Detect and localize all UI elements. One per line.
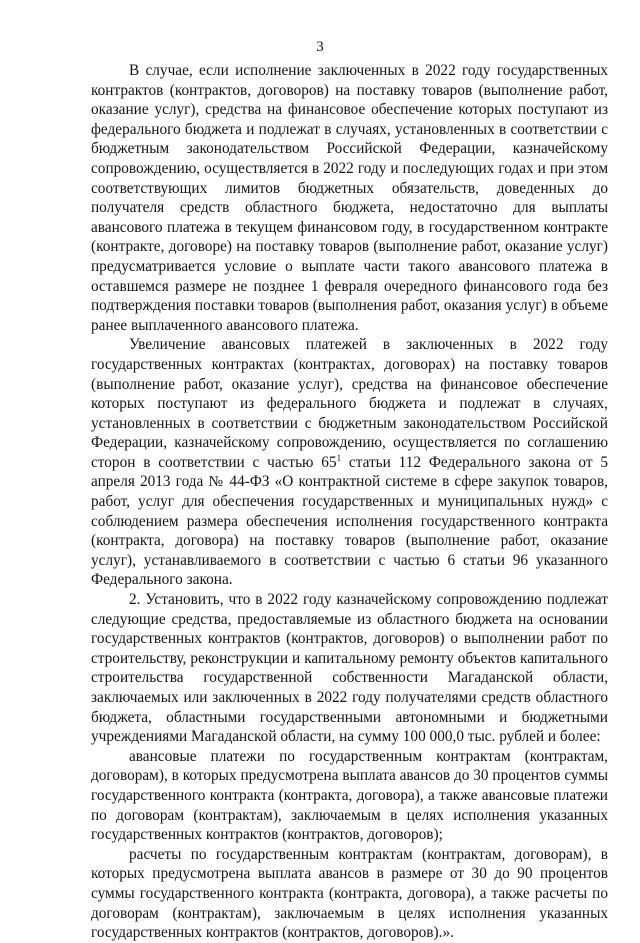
- paragraph-advance-increase-text-2: статьи 112 Федерального закона от 5 апреля 2013 года № 44-ФЗ «О контрактной системе в сфере закупок товаров, работ, услуг для обеспечения государственных и муниципальных нужд» с соблюдением размера обеспечения исполнения государственного контракта (контракта, договора) на поставку товаров (выполнение работ, оказание услуг), устанавливаемого в соответствии с частью 6 статьи 96 указанного Федерального закона.: [91, 453, 608, 589]
- paragraph-advance-increase-text-1: Увеличение авансовых платежей в заключенных в 2022 году государственных контрактах (контрактах, договорах) на поставку товаров (выполнение работ, оказание услуг), средства на финансовое обеспечение которых поступают из федерального бюджета и подлежат в случаях, установленных в соответствии с бюджетным законодательством Российской Федерации, казначейскому сопровождению, осуществляется по соглашению сторон в соответствии с частью 65: [91, 336, 608, 471]
- page-number: 3: [316, 39, 324, 55]
- superscript-marker: 1: [336, 452, 342, 463]
- paragraph-advance-increase: [91, 335, 608, 590]
- paragraph-advance-payments: авансовые платежи по государственным контрактам (контрактам, договорам), в которых предусмотрена выплата авансов до 30 процентов суммы государственного контракта (контракта, договора), а также авансовые платежи по договорам (контрактам), заключаемым в целях исполнения указанных государственных контрактов (контрактов, договоров);: [91, 747, 608, 844]
- paragraph-advance-payment-remainder: В случае, если исполнение заключенных в 2022 году государственных контрактов (контрактов, договоров) на поставку товаров (выполнение работ, оказание услуг), средства на финансовое обеспечение которых поступают из федерального бюджета и подлежат в случаях, установленных в соответствии с бюджетным законодательством Российской Федерации, казначейскому сопровождению, осуществляется в 2022 году и последующих годах и при этом соответствующих лимитов бюджетных обязательств, доведенных до получателя средств областного бюджета, недостаточно для выплаты авансового платежа в текущем финансовом году, в государственном контракте (контракте, договоре) на поставку товаров (выполнение работ, оказание услуг) предусматривается условие о выплате части такого авансового платежа в оставшемся размере не позднее 1 февраля очередного финансового года без подтверждения поставки товаров (выполнения работ, оказания услуг) в объеме ранее выплаченного авансового платежа.: [91, 62, 608, 334]
- paragraph-item-2: 2. Установить, что в 2022 году казначейскому сопровождению подлежат следующие средства, предоставляемые из областного бюджета на основании государственных контрактов (контрактов, договоров) о выполнении работ по строительству, реконструкции и капитальному ремонту объектов капитального строительства государственной собственности Магаданской области, заключаемых или заключенных в 2022 году получателями средств областного бюджета, областными государственными автономными и бюджетными учреждениями Магаданской области, на сумму 100 000,0 тыс. рублей и более:: [91, 591, 608, 746]
- paragraph-settlements: расчеты по государственным контрактам (контрактам, договорам), в которых предусмотрена выплата авансов в размере от 30 до 90 процентов суммы государственного контракта (контракта, договора), а также расчеты по договорам (контрактам), заключаемым в целях исполнения указанных государственных контрактов (контрактов, договоров).».: [91, 845, 608, 942]
- document-body: [91, 61, 608, 943]
